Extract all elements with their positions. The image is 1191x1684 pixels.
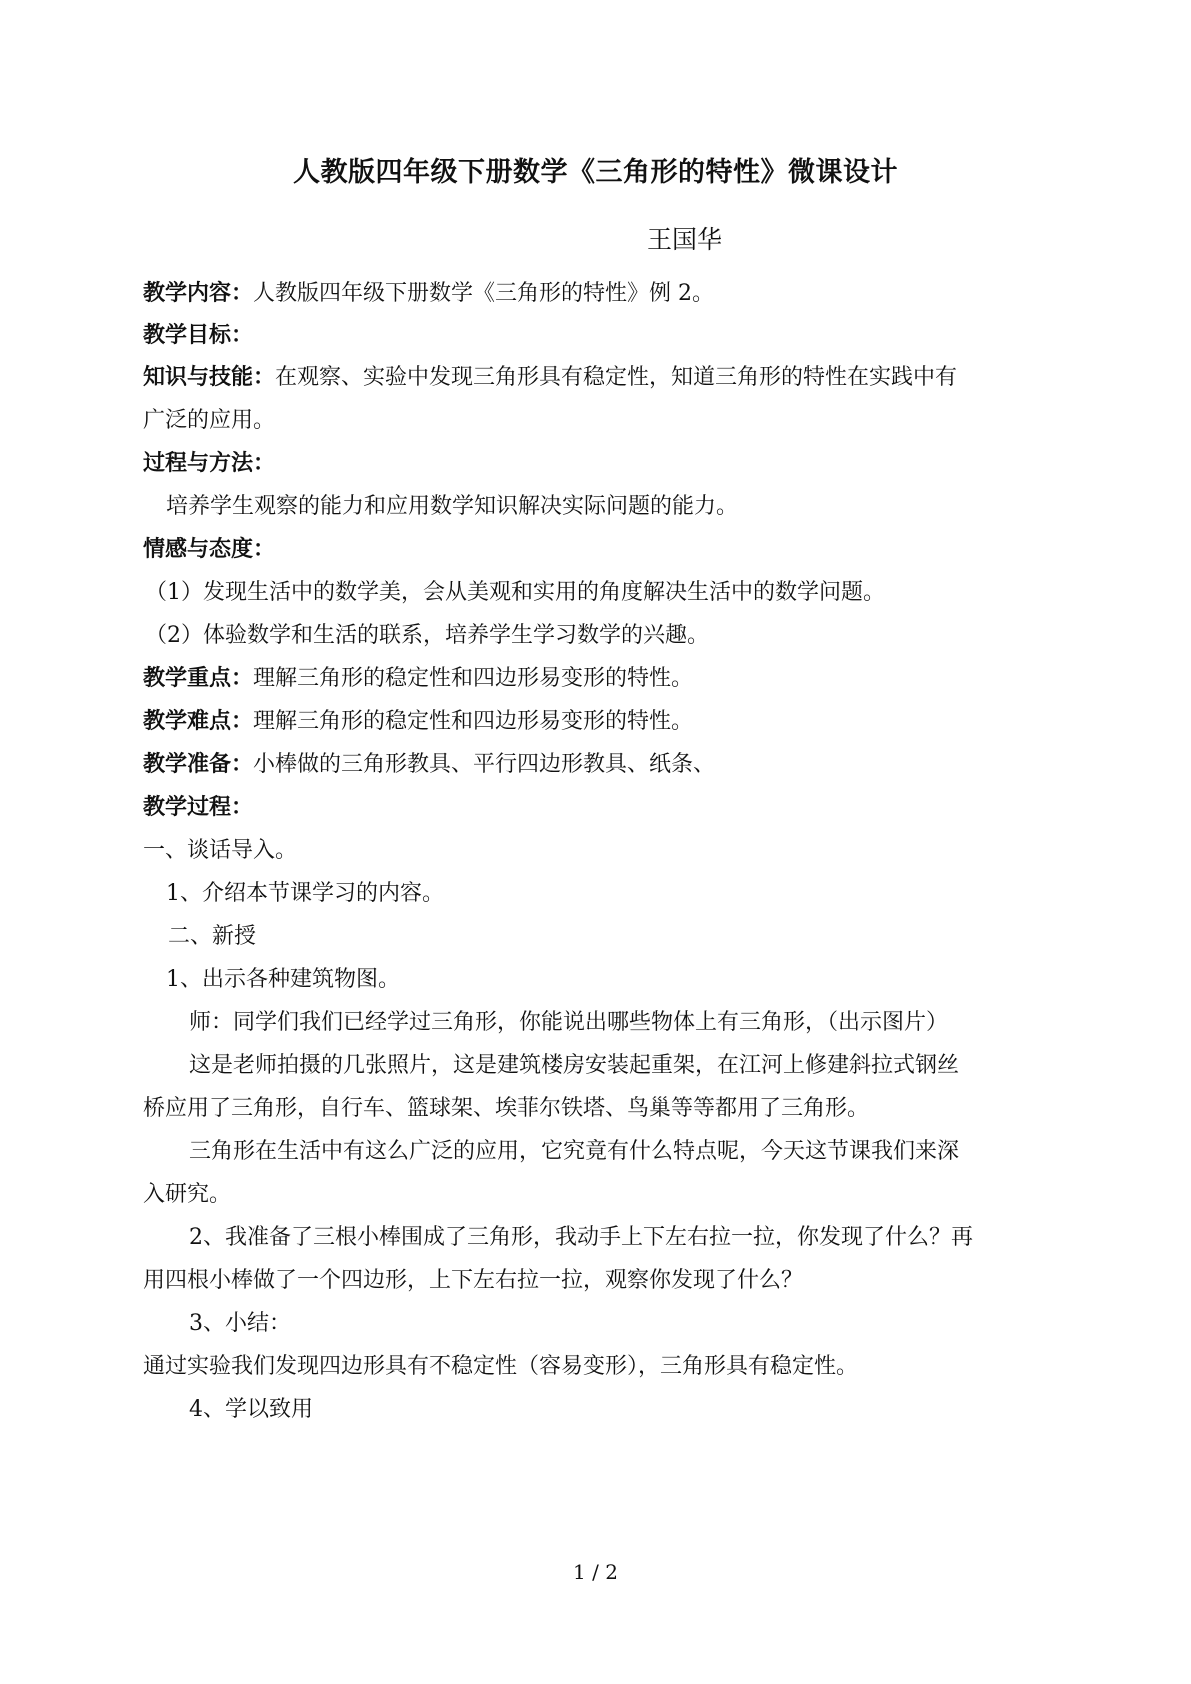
line-text: 理解三角形的稳定性和四边形易变形的特性。: [253, 666, 694, 691]
line-label: 教学内容：: [143, 280, 254, 306]
line-text: （2）体验数学和生活的联系，培养学生学习数学的兴趣。: [145, 623, 709, 648]
line-label: 知识与技能：: [143, 364, 276, 390]
line-text: 在观察、实验中发现三角形具有稳定性，知道三角形的特性在实践中有: [275, 365, 958, 390]
line-text: 人教版四年级下册数学《三角形的特性》例 2。: [253, 281, 715, 306]
content-line: [143, 1351, 858, 1382]
content-line: [143, 1093, 869, 1124]
content-line: [143, 1265, 803, 1296]
content-line: [143, 534, 275, 565]
content-line: [143, 1179, 231, 1210]
content-line: [189, 1222, 973, 1253]
line-label: 情感与态度：: [143, 536, 276, 562]
line-text: 理解三角形的稳定性和四边形易变形的特性。: [253, 709, 694, 734]
line-label: 教学过程：: [143, 794, 254, 820]
line-text: 培养学生观察的能力和应用数学知识解决实际问题的能力。: [166, 494, 739, 519]
content-line: [189, 1308, 291, 1339]
line-text: 桥应用了三角形，自行车、篮球架、埃菲尔铁塔、鸟巢等等都用了三角形。: [143, 1096, 870, 1121]
content-line: [189, 1007, 948, 1038]
line-text: 3、小结：: [189, 1311, 291, 1336]
line-text: 1、介绍本节课学习的内容。: [166, 881, 444, 906]
document-title: 人教版四年级下册数学《三角形的特性》微课设计: [293, 157, 898, 188]
content-line: [166, 491, 738, 522]
content-line: [143, 320, 253, 351]
content-line: [189, 1050, 959, 1081]
line-text: 三角形在生活中有这么广泛的应用，它究竟有什么特点呢，今天这节课我们来深: [189, 1139, 960, 1164]
line-text: （1）发现生活中的数学美，会从美观和实用的角度解决生活中的数学问题。: [145, 580, 885, 605]
line-text: 入研究。: [143, 1182, 232, 1207]
line-label: 过程与方法：: [143, 450, 276, 476]
content-line: [143, 405, 275, 436]
line-text: 通过实验我们发现四边形具有不稳定性（容易变形），三角形具有稳定性。: [143, 1354, 859, 1379]
page-number: 1 / 2: [573, 1560, 618, 1584]
line-text: 一、谈话导入。: [143, 838, 298, 863]
line-text: 广泛的应用。: [143, 408, 276, 433]
content-line: [143, 448, 275, 479]
line-text: 二、新授: [168, 924, 257, 949]
line-text: 2、我准备了三根小棒围成了三角形，我动手上下左右拉一拉，你发现了什么？再: [189, 1225, 973, 1250]
content-line: [143, 706, 693, 737]
content-line: [143, 362, 957, 393]
author-name: 王国华: [647, 225, 723, 254]
content-line: [166, 964, 400, 995]
content-line: [143, 835, 297, 866]
content-line: [145, 620, 709, 651]
content-line: [168, 921, 256, 952]
line-label: 教学难点：: [143, 708, 254, 734]
line-text: 小棒做的三角形教具、平行四边形教具、纸条、: [253, 752, 716, 777]
content-line: [189, 1136, 959, 1167]
line-text: 1、出示各种建筑物图。: [166, 967, 400, 992]
line-text: 用四根小棒做了一个四边形，上下左右拉一拉，观察你发现了什么？: [143, 1268, 804, 1293]
content-line: [143, 278, 714, 309]
line-label: 教学重点：: [143, 665, 254, 691]
content-line: [189, 1394, 313, 1425]
line-text: 这是老师拍摄的几张照片，这是建筑楼房安装起重架，在江河上修建斜拉式钢丝: [189, 1053, 960, 1078]
line-text: 4、学以致用: [189, 1397, 313, 1422]
content-line: [143, 663, 693, 694]
content-line: [143, 749, 715, 780]
line-label: 教学准备：: [143, 751, 254, 777]
line-text: 师：同学们我们已经学过三角形，你能说出哪些物体上有三角形，（出示图片）: [189, 1010, 949, 1035]
content-line: [145, 577, 885, 608]
line-label: 教学目标：: [143, 322, 254, 348]
content-line: [166, 878, 444, 909]
content-line: [143, 792, 253, 823]
